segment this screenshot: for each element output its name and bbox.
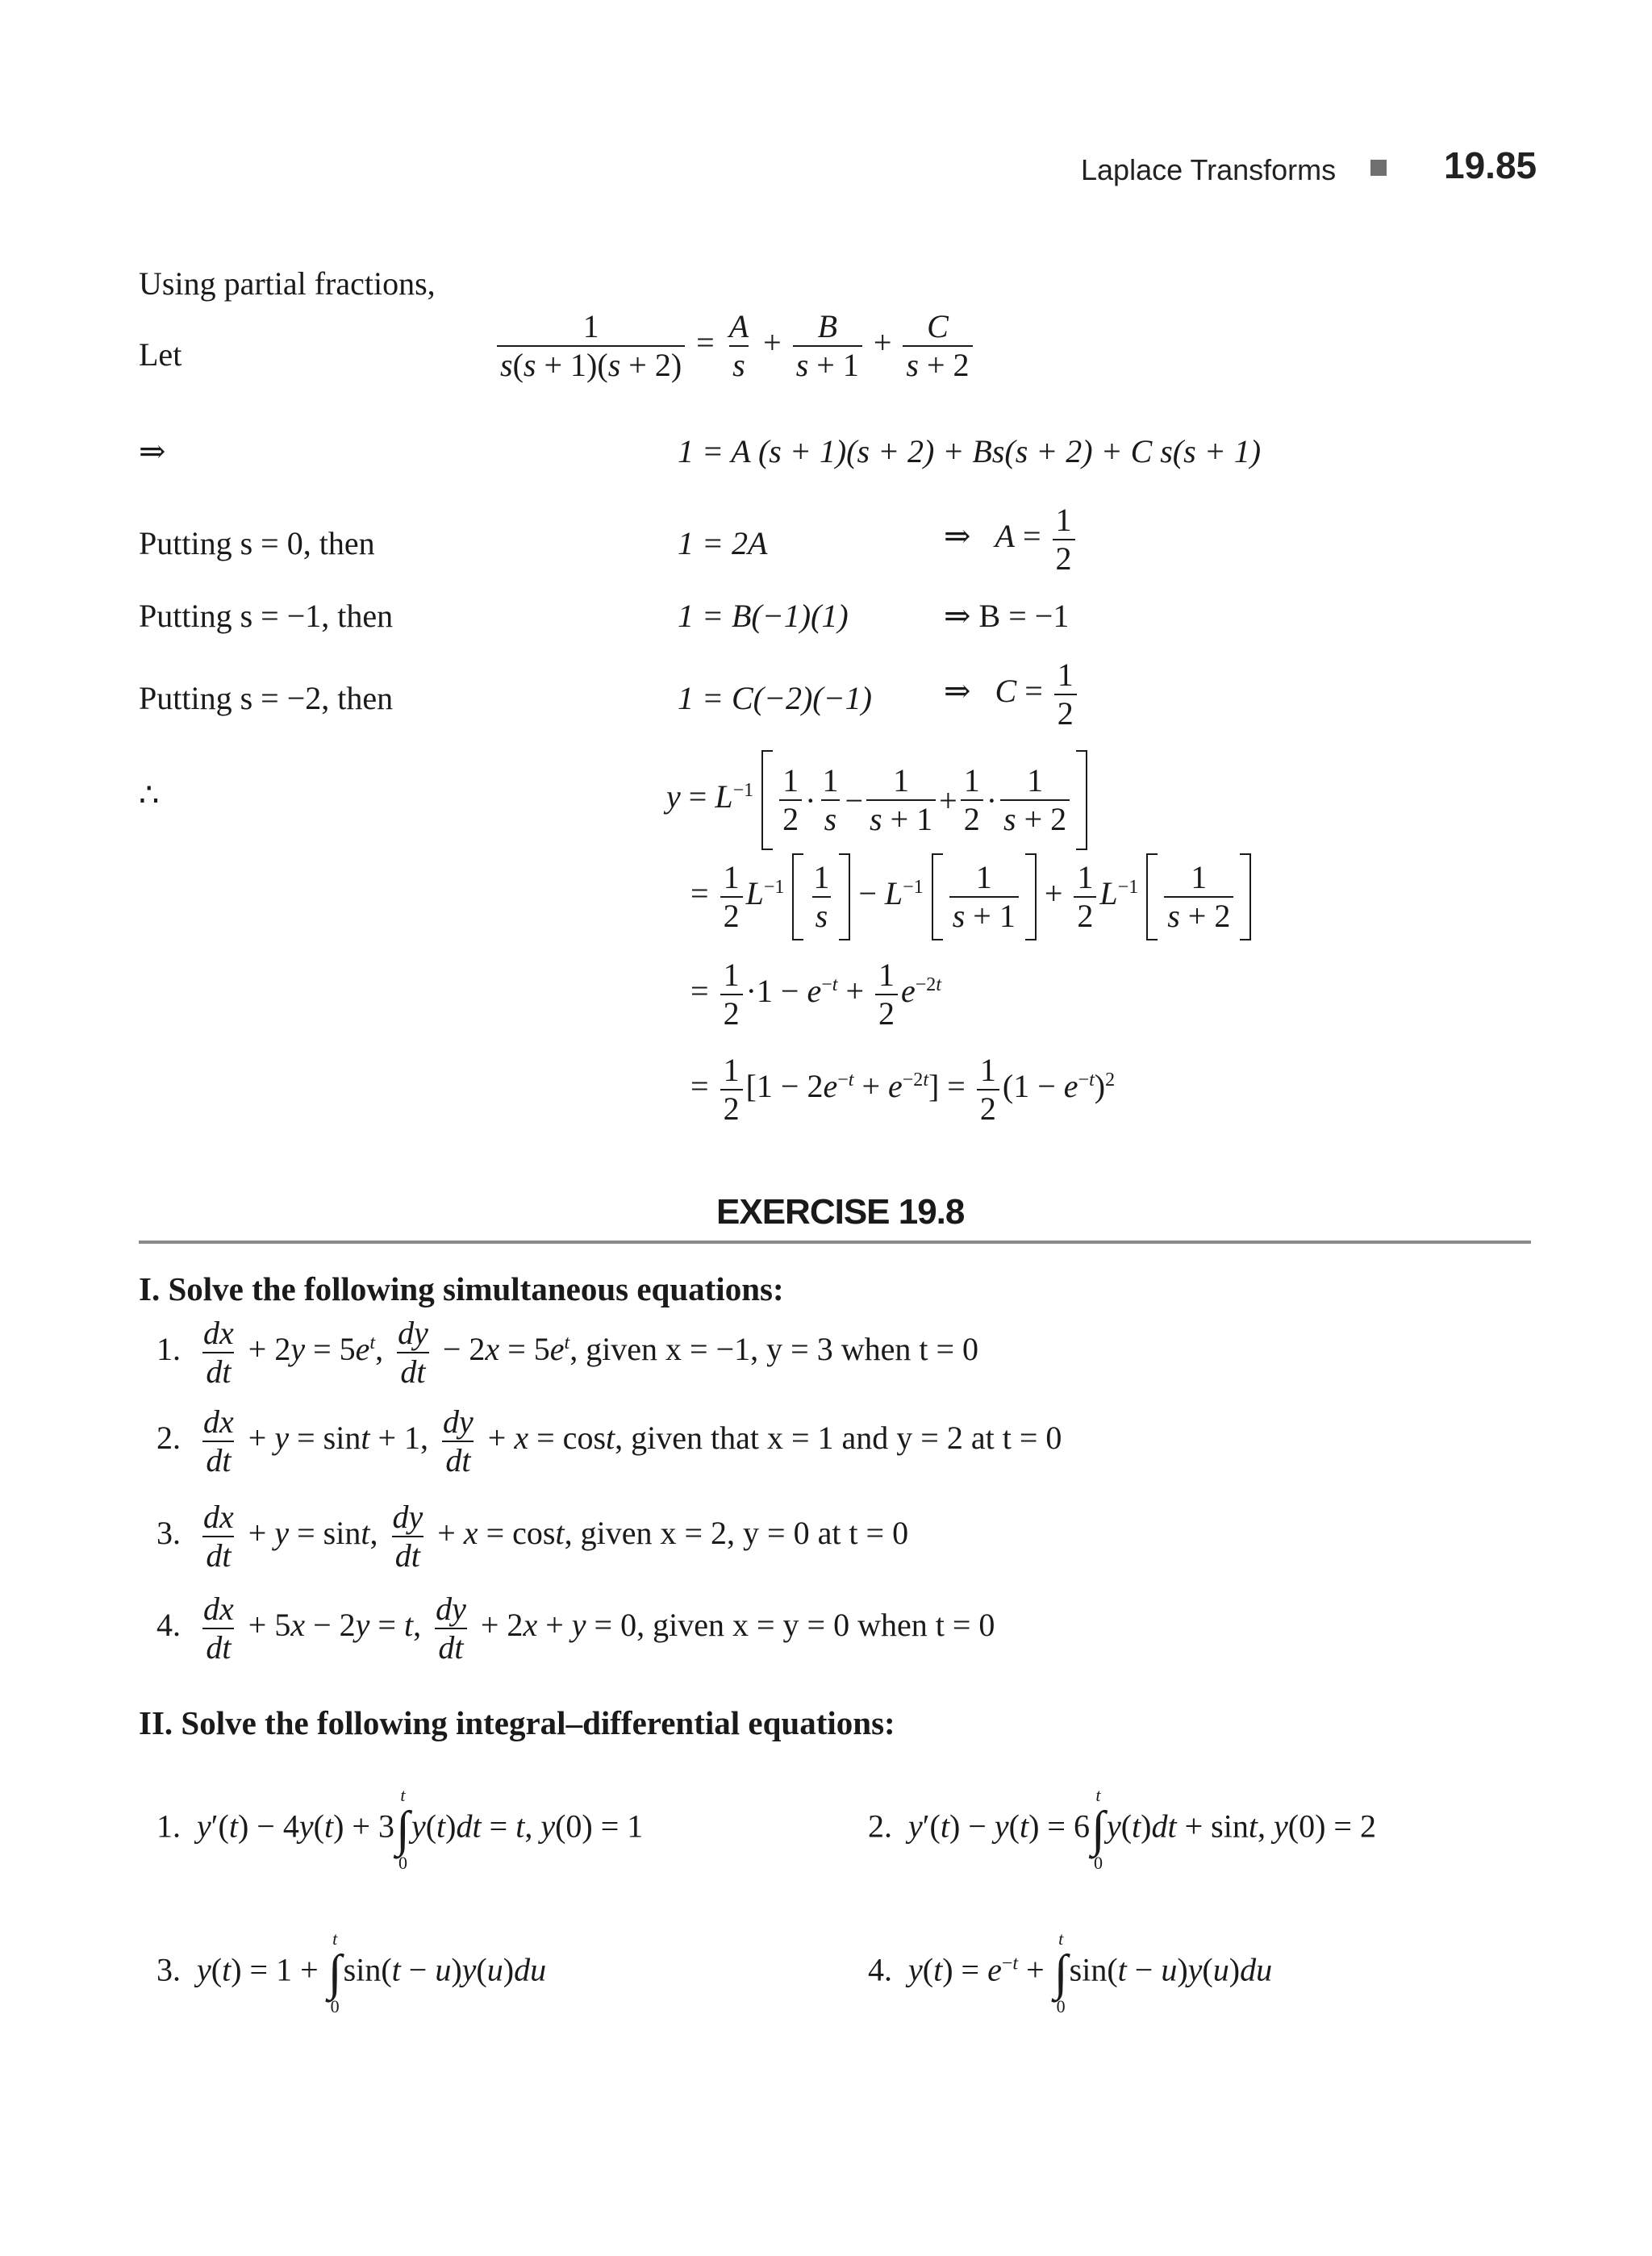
s1-q4-conditions: , given x = y = 0 when t = 0: [636, 1607, 995, 1644]
therefore-symbol: ∴: [139, 777, 160, 813]
section-2-question-4: 4. $y(t) = e^{-t}$ + t ∫ 0 sin(t − u)y(u)du: [868, 1929, 1273, 2017]
inverse-transform-line-1: $y = L^{-1}$ $\frac{1}{2}$ · $\frac{1}{s}$ − $\frac{1}{s + 1}$ + $\frac{1}{2}$ · $\frac{1}{s + 2}$: [666, 750, 1087, 850]
section-2-question-1: 1. y′(t) − 4y(t) + 3 t ∫ 0 y(t)dt = t, y(0) = 1: [156, 1785, 644, 1874]
section-1-question-2: 2. $\frac{dx}{dt}$ + y = sint + 1, $\frac{dy}{dt}$ + x = cost, given that x = 1 and y = 2 at t = 0: [156, 1403, 1062, 1478]
header-square-icon: [1370, 160, 1387, 176]
result-b: ⇒ B = −1: [944, 598, 1070, 634]
expansion-equation: 1 = A (s + 1)(s + 2) + Bs(s + 2) + C s(s + 1): [678, 433, 1262, 469]
result-a: ⇒ A = $\frac{1}{2}$: [944, 502, 1078, 578]
inverse-transform-line-2: = $\frac{1}{2}$ $L^{-1}$ $\frac{1}{s}$ − $L^{-1}$ $\frac{1}{s + 1}$ + $\frac{1}{2}$ $L^{-1}$ $\frac{1}{s + 2}$: [690, 853, 1251, 940]
running-header-title: Laplace Transforms: [1081, 153, 1337, 186]
s1-q1-conditions: , given x = −1, y = 3 when t = 0: [569, 1331, 979, 1368]
inverse-transform-line-4: = $\frac{1}{2}$ $[1 - 2e^{-t} + e^{-2t}]$ = $\frac{1}{2}$ $(1 - e^{-t})^2$: [690, 1052, 1116, 1127]
section-1-question-1: 1. $\frac{dx}{dt}$ + $2y = 5e^t$, $\frac{dy}{dt}$ − $2x = 5e^t$, given x = −1, y = 3 when t = 0: [156, 1315, 979, 1390]
exercise-title: EXERCISE 19.8: [716, 1192, 965, 1232]
putting-s-2-label: Putting s = −2, then: [139, 680, 394, 716]
equation-c: 1 = C(−2)(−1): [678, 680, 872, 716]
section-2-question-2: 2. y′(t) − y(t) = 6 t ∫ 0 y(t)dt + sint, y(0) = 2: [868, 1785, 1376, 1874]
exercise-divider: [139, 1241, 1531, 1244]
partial-fraction-setup: $\frac{1}{s(s + 1)(s + 2)}$ = $\frac{A}{s}$ + $\frac{B}{s + 1}$ + $\frac{C}{s + 2}$: [494, 308, 976, 384]
let-label: Let: [139, 336, 182, 373]
page-number: 19.85: [1444, 144, 1537, 186]
equation-b: 1 = B(−1)(1): [678, 598, 849, 634]
section-1-question-4: 4. $\frac{dx}{dt}$ + 5x − 2y = t, $\frac{dy}{dt}$ + 2x + y = 0, given x = y = 0 when t = 0: [156, 1591, 995, 1666]
putting-s0-label: Putting s = 0, then: [139, 525, 375, 561]
intro-text: Using partial fractions,: [139, 265, 436, 302]
equation-a: 1 = 2A: [678, 525, 768, 561]
section-2-question-3: 3. y(t) = 1 + t ∫ 0 sin(t − u)y(u)du: [156, 1929, 547, 2017]
section-2-heading: II. Solve the following integral–differential equations:: [139, 1704, 895, 1741]
s1-q3-conditions: , given x = 2, y = 0 at t = 0: [564, 1515, 909, 1552]
section-1-heading: I. Solve the following simultaneous equations:: [139, 1270, 784, 1307]
putting-s-1-label: Putting s = −1, then: [139, 598, 394, 634]
implies-symbol: ⇒: [139, 433, 166, 469]
result-c: ⇒ C = $\frac{1}{2}$: [944, 657, 1080, 732]
section-1-question-3: 3. $\frac{dx}{dt}$ + y = sint, $\frac{dy}{dt}$ + x = cost, given x = 2, y = 0 at t = 0: [156, 1499, 909, 1574]
inverse-transform-line-3: = $\frac{1}{2}$ $\cdot 1 - e^{-t}$ + $\frac{1}{2}$ $e^{-2t}$: [690, 957, 941, 1032]
s1-q2-conditions: , given that x = 1 and y = 2 at t = 0: [615, 1420, 1062, 1457]
